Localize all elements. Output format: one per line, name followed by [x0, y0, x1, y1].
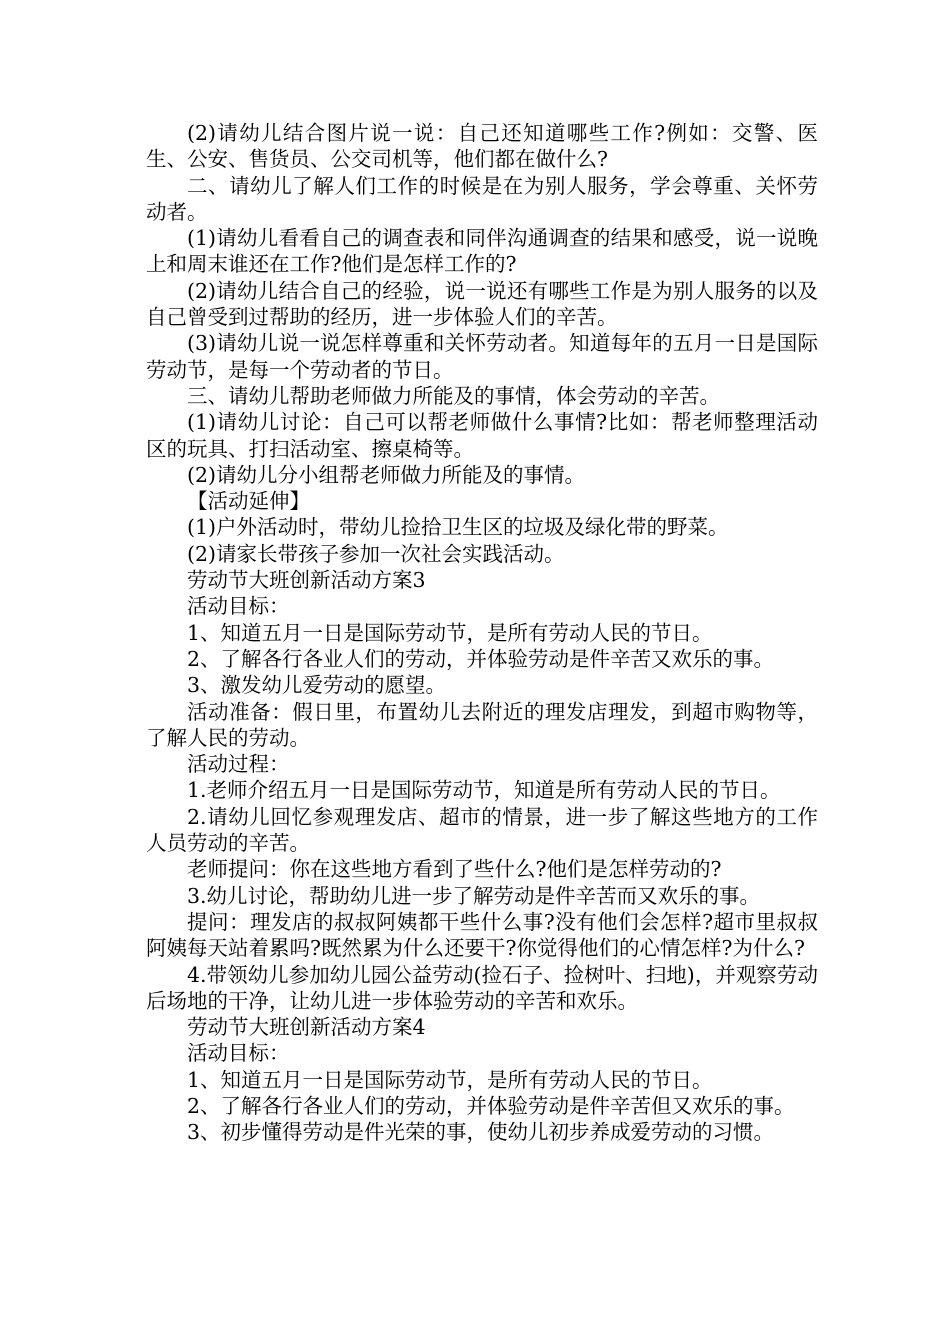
- paragraph: 4.带领幼儿参加幼儿园公益劳动(捡石子、捡树叶、扫地)，并观察劳动后场地的干净，让幼儿进一步体验劳动的辛苦和欢乐。: [146, 962, 818, 1013]
- paragraph: (1)请幼儿讨论：自己可以帮老师做什么事情?比如：帮老师整理活动区的玩具、打扫活动室、擦桌椅等。: [146, 410, 818, 461]
- paragraph: 3.幼儿讨论，帮助幼儿进一步了解劳动是件辛苦而又欢乐的事。: [187, 883, 761, 908]
- subheading: 活动目标：: [187, 594, 290, 619]
- paragraph: 1、知道五月一日是国际劳动节，是所有劳动人民的节日。: [187, 620, 713, 645]
- paragraph: 老师提问：你在这些地方看到了些什么?他们是怎样劳动的?: [187, 857, 722, 882]
- paragraph: (3)请幼儿说一说怎样尊重和关怀劳动者。知道每年的五月一日是国际劳动节，是每一个劳动者的节日。: [146, 331, 818, 382]
- plan-title: 劳动节大班创新活动方案3: [187, 568, 426, 593]
- subheading: 活动过程：: [187, 752, 290, 777]
- paragraph: 2、了解各行各业人们的劳动，并体验劳动是件辛苦又欢乐的事。: [187, 646, 775, 671]
- paragraph: 1、知道五月一日是国际劳动节，是所有劳动人民的节日。: [187, 1067, 713, 1092]
- paragraph: 2、了解各行各业人们的劳动，并体验劳动是件辛苦但又欢乐的事。: [187, 1093, 795, 1118]
- paragraph: 活动准备：假日里，布置幼儿去附近的理发店理发，到超市购物等，了解人民的劳动。: [146, 699, 818, 750]
- paragraph: 1.老师介绍五月一日是国际劳动节，知道是所有劳动人民的节日。: [187, 778, 781, 803]
- paragraph: (1)户外活动时，带幼儿捡拾卫生区的垃圾及绿化带的野菜。: [187, 515, 729, 540]
- paragraph: 2.请幼儿回忆参观理发店、超市的情景，进一步了解这些地方的工作人员劳动的辛苦。: [146, 804, 818, 856]
- paragraph: 3、初步懂得劳动是件光荣的事，使幼儿初步养成爱劳动的习惯。: [187, 1120, 775, 1145]
- paragraph: (2)请幼儿结合自己的经验，说一说还有哪些工作是为别人服务的以及自己曾受到过帮助的经历，进一步体验人们的辛苦。: [146, 278, 818, 330]
- document-body: [146, 120, 818, 1146]
- plan-title: 劳动节大班创新活动方案4: [187, 1015, 426, 1040]
- paragraph: 提问：理发店的叔叔阿姨都干些什么事?没有他们会怎样?超市里叔叔阿姨每天站着累吗?既然累为什么还要干?你觉得他们的心情怎样?为什么?: [146, 909, 818, 961]
- paragraph: (1)请幼儿看看自己的调查表和同伴沟通调查的结果和感受，说一说晚上和周末谁还在工作?他们是怎样工作的?: [146, 226, 818, 277]
- section-heading: 二、请幼儿了解人们工作的时候是在为别人服务，学会尊重、关怀劳动者。: [146, 173, 818, 224]
- section-heading: 三、请幼儿帮助老师做力所能及的事情，体会劳动的辛苦。: [187, 383, 720, 408]
- paragraph: (2)请家长带孩子参加一次社会实践活动。: [187, 541, 565, 566]
- paragraph: (2)请幼儿分小组帮老师做力所能及的事情。: [187, 462, 586, 487]
- paragraph: 3、激发幼儿爱劳动的愿望。: [187, 673, 447, 698]
- subheading: 活动目标：: [187, 1041, 290, 1066]
- section-heading: 【活动延伸】: [187, 489, 310, 514]
- paragraph: (2)请幼儿结合图片说一说：自己还知道哪些工作?例如：交警、医生、公安、售货员、公交司机等，他们都在做什么?: [146, 121, 818, 172]
